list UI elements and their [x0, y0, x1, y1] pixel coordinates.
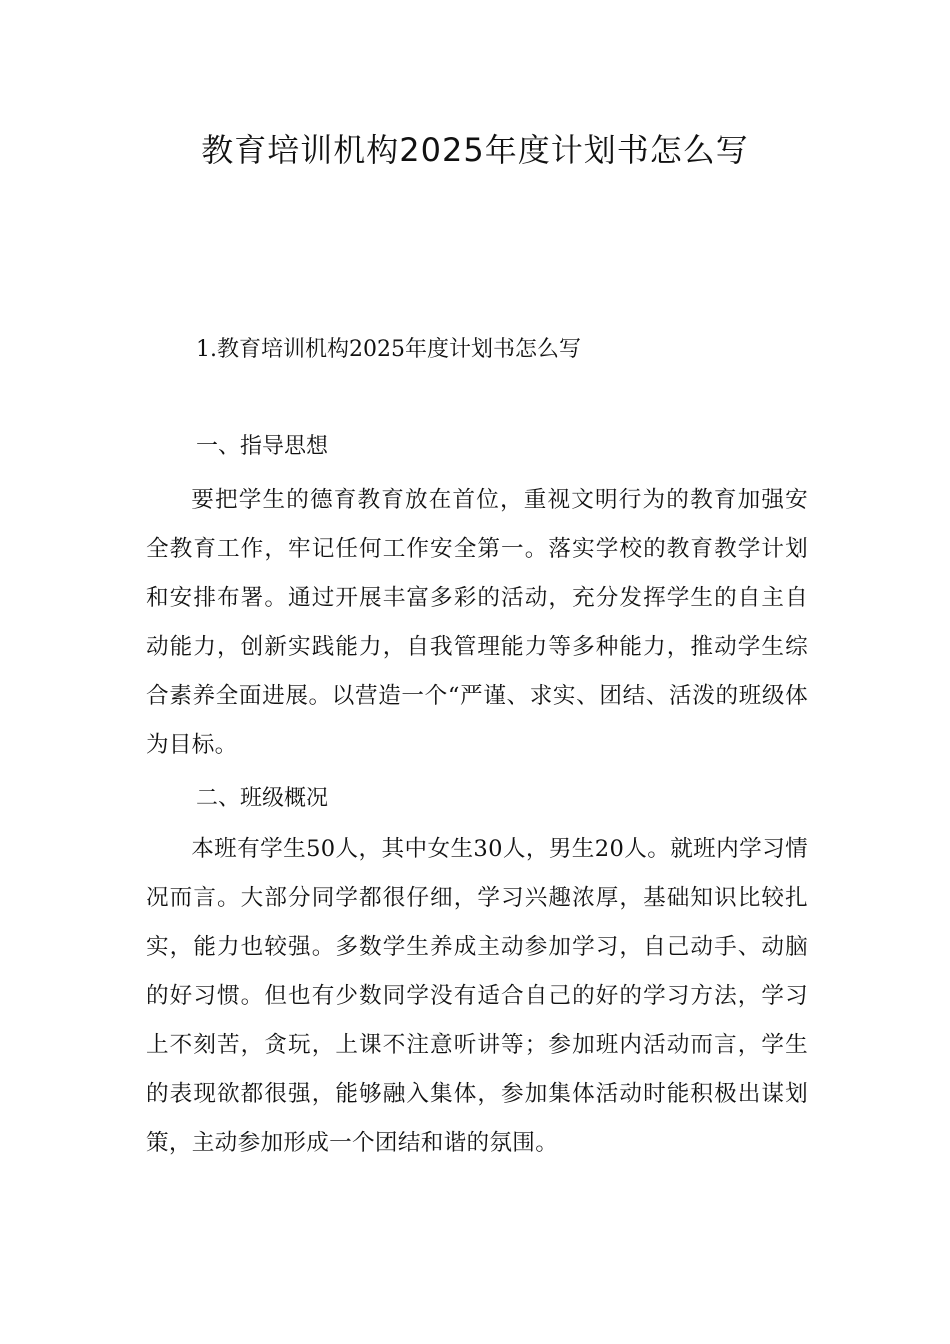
- section-heading-guiding-thought: 一、指导思想: [196, 434, 329, 459]
- document-subtitle: 1.教育培训机构2025年度计划书怎么写: [196, 337, 581, 362]
- section-body-guiding-thought: 要把学生的德育教育放在首位，重视文明行为的教育加强安全教育工作，牢记任何工作安全第一。落实学校的教育教学计划和安排布署。通过开展丰富多彩的活动，充分发挥学生的自主自动能力，创新实践能力，自我管理能力等多种能力，推动学生综合素养全面进展。以营造一个“严谨、求实、团结、活泼的班级体为目标。: [146, 487, 808, 758]
- document-title: 教育培训机构2025年度计划书怎么写: [201, 131, 749, 169]
- section-heading-class-overview: 二、班级概况: [196, 786, 329, 811]
- section-body-class-overview: 本班有学生50人，其中女生30人，男生20人。就班内学习情况而言。大部分同学都很仔细，学习兴趣浓厚，基础知识比较扎实，能力也较强。多数学生养成主动参加学习，自己动手、动脑的好习惯。但也有少数同学没有适合自己的好的学习方法，学习上不刻苦，贪玩，上课不注意听讲等；参加班内活动而言，学生的表现欲都很强，能够融入集体，参加集体活动时能积极出谋划策，主动参加形成一个团结和谐的氛围。: [146, 836, 808, 1156]
